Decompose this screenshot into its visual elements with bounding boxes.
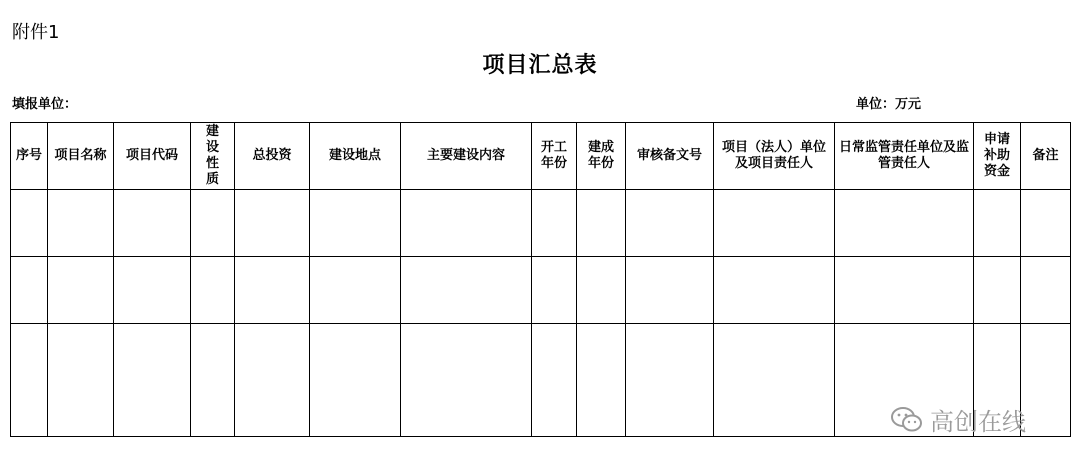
table-cell <box>235 257 310 324</box>
header-row <box>11 123 1071 190</box>
table-cell <box>401 324 532 437</box>
table-cell <box>532 257 577 324</box>
header-approval-number: 审核备文号 <box>626 123 714 190</box>
table-cell <box>401 190 532 257</box>
table-cell <box>114 190 191 257</box>
table-cell <box>11 257 48 324</box>
table-cell <box>714 190 835 257</box>
table-cell <box>48 324 114 437</box>
header-project-name: 项目名称 <box>48 123 114 190</box>
table-cell <box>401 257 532 324</box>
header-project-code: 项目代码 <box>114 123 191 190</box>
attachment-label: 附件1 <box>12 22 60 43</box>
header-completion-year: 建成年份 <box>577 123 626 190</box>
header-supervision-unit: 日常监管责任单位及监管责任人 <box>835 123 974 190</box>
unit-label: 单位：万元 <box>856 97 922 112</box>
table-cell <box>114 257 191 324</box>
table-cell <box>191 257 235 324</box>
page-title: 项目汇总表 <box>482 52 598 78</box>
table-cell <box>310 324 401 437</box>
header-location: 建设地点 <box>310 123 401 190</box>
table-cell <box>310 190 401 257</box>
header-total-investment: 总投资 <box>235 123 310 190</box>
wechat-icon <box>890 406 924 434</box>
table-cell <box>714 324 835 437</box>
table-cell <box>974 190 1021 257</box>
table-cell <box>626 190 714 257</box>
table-cell <box>310 257 401 324</box>
header-construction-type: 建设性质 <box>191 123 235 190</box>
table-cell <box>191 190 235 257</box>
table-row <box>11 190 1071 257</box>
table-cell <box>577 190 626 257</box>
table-cell <box>48 190 114 257</box>
header-subsidy: 申请补助资金 <box>974 123 1021 190</box>
table-cell <box>532 190 577 257</box>
header-index: 序号 <box>11 123 48 190</box>
table-cell <box>114 324 191 437</box>
table-cell <box>577 257 626 324</box>
fill-unit-label: 填报单位： <box>12 97 78 112</box>
table-cell <box>577 324 626 437</box>
header-legal-unit: 项目（法人）单位及项目责任人 <box>714 123 835 190</box>
table-cell <box>1021 257 1071 324</box>
table-cell <box>626 257 714 324</box>
table-row <box>11 257 1071 324</box>
table-cell <box>191 324 235 437</box>
table-cell <box>714 257 835 324</box>
table-cell <box>835 257 974 324</box>
table-cell <box>1021 190 1071 257</box>
table-cell <box>11 324 48 437</box>
watermark <box>890 402 1026 437</box>
table-cell <box>1021 324 1071 437</box>
table-cell <box>532 324 577 437</box>
table-cell <box>235 190 310 257</box>
watermark-text: 高创在线 <box>930 408 1026 436</box>
header-main-content: 主要建设内容 <box>401 123 532 190</box>
table-cell <box>626 324 714 437</box>
table-cell <box>974 257 1021 324</box>
table-cell <box>235 324 310 437</box>
summary-table <box>10 122 1071 437</box>
table-cell <box>48 257 114 324</box>
header-remarks: 备注 <box>1021 123 1071 190</box>
table-cell <box>835 190 974 257</box>
header-start-year: 开工年份 <box>532 123 577 190</box>
table-cell <box>11 190 48 257</box>
